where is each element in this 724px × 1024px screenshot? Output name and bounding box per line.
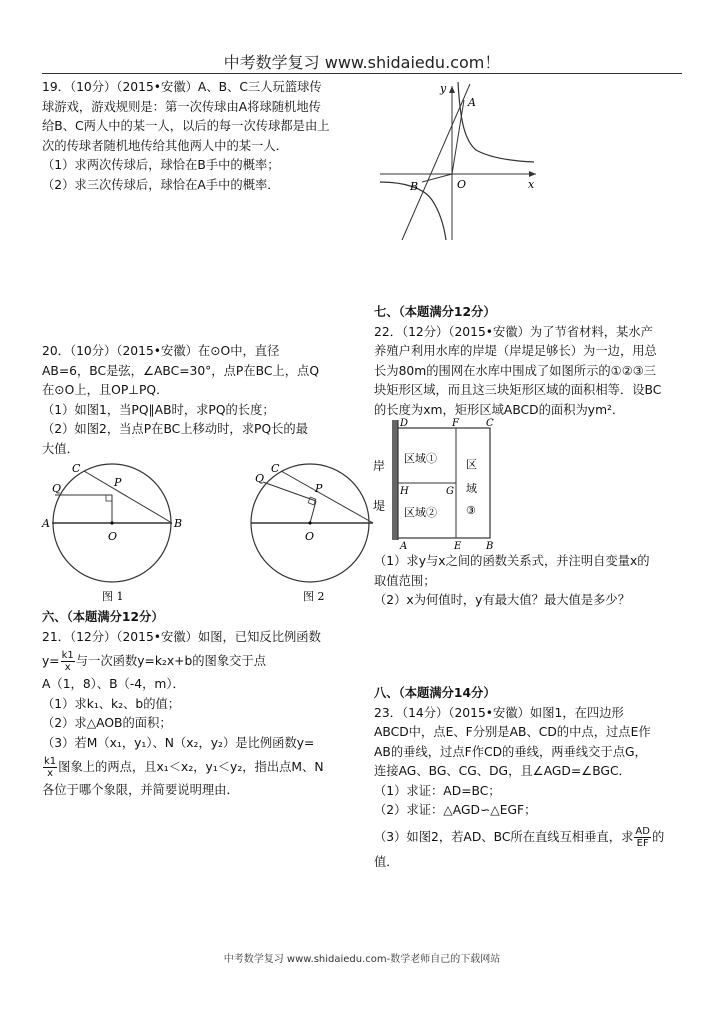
q22-part-1: （1）求y与x之间的函数关系式，并注明自变量x的 bbox=[374, 554, 650, 568]
point-B-label: B bbox=[410, 180, 419, 193]
point-F-label: F bbox=[452, 418, 459, 429]
q23-line: 值． bbox=[374, 854, 399, 869]
q19-line: 19．（10分）（2015•安徽）A、B、C三人玩篮球传 bbox=[42, 80, 322, 94]
y-axis-label: y bbox=[440, 82, 447, 95]
q23-part-3-tail: 的 bbox=[651, 829, 665, 844]
point-E-label: E bbox=[454, 541, 462, 552]
q23-line: （2）求证：△AGD∽△EGF； bbox=[374, 803, 537, 817]
q20-line: AB=6，BC是弦，∠ABC=30°，点P在BC上，点Q bbox=[42, 363, 319, 378]
q20-figure-2 bbox=[245, 462, 377, 604]
q22-pond-figure bbox=[370, 414, 505, 552]
right-angle-mark bbox=[106, 495, 112, 501]
point-A-label: A bbox=[468, 96, 476, 109]
point-G-label: G bbox=[446, 486, 454, 497]
q19-line: 次的传球者随机地传给其他两人中的某一人． bbox=[42, 138, 288, 153]
q19-line: 给B、C两人中的某一人，以后的每一次传球都是由上 bbox=[42, 119, 330, 133]
label-Q: Q bbox=[255, 472, 265, 485]
y-axis-arrow bbox=[449, 86, 455, 93]
linear-function bbox=[402, 84, 470, 240]
figure-2-caption: 图 2 bbox=[303, 590, 325, 603]
q19-line: （1）求两次传球后，球恰在B手中的概率； bbox=[42, 158, 280, 172]
section-8-title: 八、（本题满分14分） bbox=[374, 686, 496, 700]
q22-line: 的长度为xm，矩形区域ABCD的面积为ym²． bbox=[374, 402, 625, 417]
label-B: B bbox=[174, 517, 183, 530]
k1-over-x-fraction bbox=[43, 756, 57, 779]
ad-over-ef-fraction bbox=[634, 826, 651, 849]
fraction-denominator: EF bbox=[636, 837, 649, 849]
page-header: 中考数学复习 www.shidaiedu.com！ bbox=[223, 53, 501, 72]
q21-line: A（1，8）、B（-4，m）． bbox=[42, 677, 185, 691]
q23-part-3-text: （3）如图2，若AD、BC所在直线互相垂直，求 bbox=[374, 829, 634, 844]
q20-line: 大值． bbox=[42, 441, 79, 456]
section-7 bbox=[374, 303, 688, 420]
q21-line: （3）若M（x₁，y₁）、N（x₂，y₂）是比例函数y= bbox=[42, 735, 315, 750]
point-C-label: C bbox=[486, 418, 494, 429]
fraction-numerator: k1 bbox=[44, 756, 57, 767]
q21-line-text: 与一次函数y=k₂x+b的图象交于点 bbox=[75, 654, 267, 668]
label-P: P bbox=[114, 476, 122, 489]
q22-part-2: （2）x为何值时，y有最大值？最大值是多少？ bbox=[374, 593, 631, 607]
label-O: O bbox=[108, 530, 118, 543]
page-footer: 中考数学复习 www.shidaiedu.com-数学老师自己的下载网站 bbox=[223, 954, 501, 965]
fraction-denominator: x bbox=[64, 662, 71, 673]
region-3-label-2: 域 bbox=[466, 482, 477, 495]
q23-line: AB的垂线，过点F作CD的垂线，两垂线交于点G， bbox=[374, 744, 647, 759]
q21-line: （2）求△AOB的面积； bbox=[42, 716, 172, 730]
label-C: C bbox=[72, 462, 81, 475]
q22-line: 块矩形区域，而且这三块矩形区域的面积相等．设BC bbox=[374, 383, 662, 397]
section-6 bbox=[42, 608, 352, 801]
fraction-numerator: AD bbox=[635, 825, 650, 837]
q23-line: 23．（14分）（2015•安徽）如图1，在四边形 bbox=[374, 705, 624, 720]
q22-part-1-cont: 取值范围； bbox=[374, 573, 436, 588]
q23-line: 连接AG、BG、CG、DG，且∠AGD=∠BGC． bbox=[374, 764, 631, 778]
hyperbola-branch-q1 bbox=[458, 82, 534, 162]
label-Q: Q bbox=[52, 482, 62, 495]
point-H-label: H bbox=[400, 486, 409, 497]
section-6-title: 六、（本题满分12分） bbox=[42, 610, 164, 624]
q21-line bbox=[42, 647, 352, 675]
label-P: P bbox=[315, 482, 323, 495]
region-1-label: 区域① bbox=[404, 452, 437, 465]
q19-line: 球游戏，游戏规则是：第一次传球由A将球随机地传 bbox=[42, 99, 321, 114]
q20-figure-1 bbox=[40, 462, 190, 604]
k1-over-x-fraction bbox=[61, 650, 75, 673]
q22-parts bbox=[374, 552, 688, 611]
q20-line: （1）如图1，当PQ∥AB时，求PQ的长度； bbox=[42, 402, 275, 417]
q21-y-equals: y= bbox=[42, 654, 60, 668]
point-B-label: B bbox=[486, 541, 494, 552]
segment-OB bbox=[422, 174, 452, 182]
q23-part-3 bbox=[374, 821, 688, 853]
question-20 bbox=[42, 342, 352, 459]
shore-label-1: 岸 bbox=[373, 459, 386, 473]
region-2-label: 区域② bbox=[404, 506, 437, 519]
q23-line: ABCD中，点E、F分别是AB、CD的中点，过点E作 bbox=[374, 725, 651, 739]
q19-line: （2）求三次传球后，球恰在A手中的概率． bbox=[42, 177, 280, 192]
x-axis-label: x bbox=[528, 178, 535, 191]
segment-PQ bbox=[263, 482, 316, 501]
section-7-title: 七、（本题满分12分） bbox=[374, 305, 496, 319]
q22-line: 22．（12分）（2015•安徽）为了节省材料，某水产 bbox=[374, 324, 653, 339]
header-rule bbox=[42, 73, 682, 74]
point-A-label: A bbox=[400, 541, 408, 552]
label-A: A bbox=[42, 517, 50, 530]
fraction-numerator: k1 bbox=[61, 650, 74, 661]
q21-line-text: 图象上的两点，且x₁＜x₂，y₁＜y₂，指出点M、N bbox=[58, 760, 324, 774]
center-dot bbox=[308, 521, 311, 524]
section-8 bbox=[374, 684, 688, 872]
q21-function-graph bbox=[374, 78, 544, 244]
q22-line: 养殖户利用水库的岸堤（岸堤足够长）为一边，用总 bbox=[374, 344, 657, 358]
q21-line: 21．（12分）（2015•安徽）如图，已知反比例函数 bbox=[42, 629, 321, 644]
q20-line: 在⊙O上，且OP⊥PQ． bbox=[42, 383, 169, 397]
q23-line: （1）求证：AD=BC； bbox=[374, 783, 501, 798]
label-O: O bbox=[305, 530, 315, 543]
origin-label: O bbox=[457, 178, 467, 191]
chord-BC bbox=[281, 471, 373, 523]
figure-1-caption: 图 1 bbox=[102, 590, 124, 603]
fraction-denominator: x bbox=[47, 768, 54, 779]
x-axis-arrow bbox=[529, 171, 536, 177]
question-19 bbox=[42, 78, 352, 195]
center-dot bbox=[110, 521, 113, 524]
shore-hatch bbox=[392, 420, 398, 540]
q20-line: 20．（10分）（2015•安徽）在⊙O中，直径 bbox=[42, 344, 280, 358]
label-C: C bbox=[271, 462, 280, 475]
shore-label-2: 堤 bbox=[373, 499, 386, 513]
q21-line: 各位于哪个象限，并简要说明理由． bbox=[42, 783, 239, 797]
q22-line: 长为80m的围网在水库中围成了如图所示的①②③三 bbox=[374, 363, 657, 378]
region-3-label-3: ③ bbox=[466, 504, 476, 517]
q21-line: （1）求k₁、k₂、b的值； bbox=[42, 696, 181, 711]
region-3-label-1: 区 bbox=[466, 458, 477, 471]
chord-BC bbox=[84, 471, 172, 523]
q20-line: （2）如图2，当点P在BC上移动时，求PQ长的最 bbox=[42, 422, 309, 436]
point-D-label: D bbox=[400, 418, 409, 429]
q21-line bbox=[42, 753, 352, 781]
